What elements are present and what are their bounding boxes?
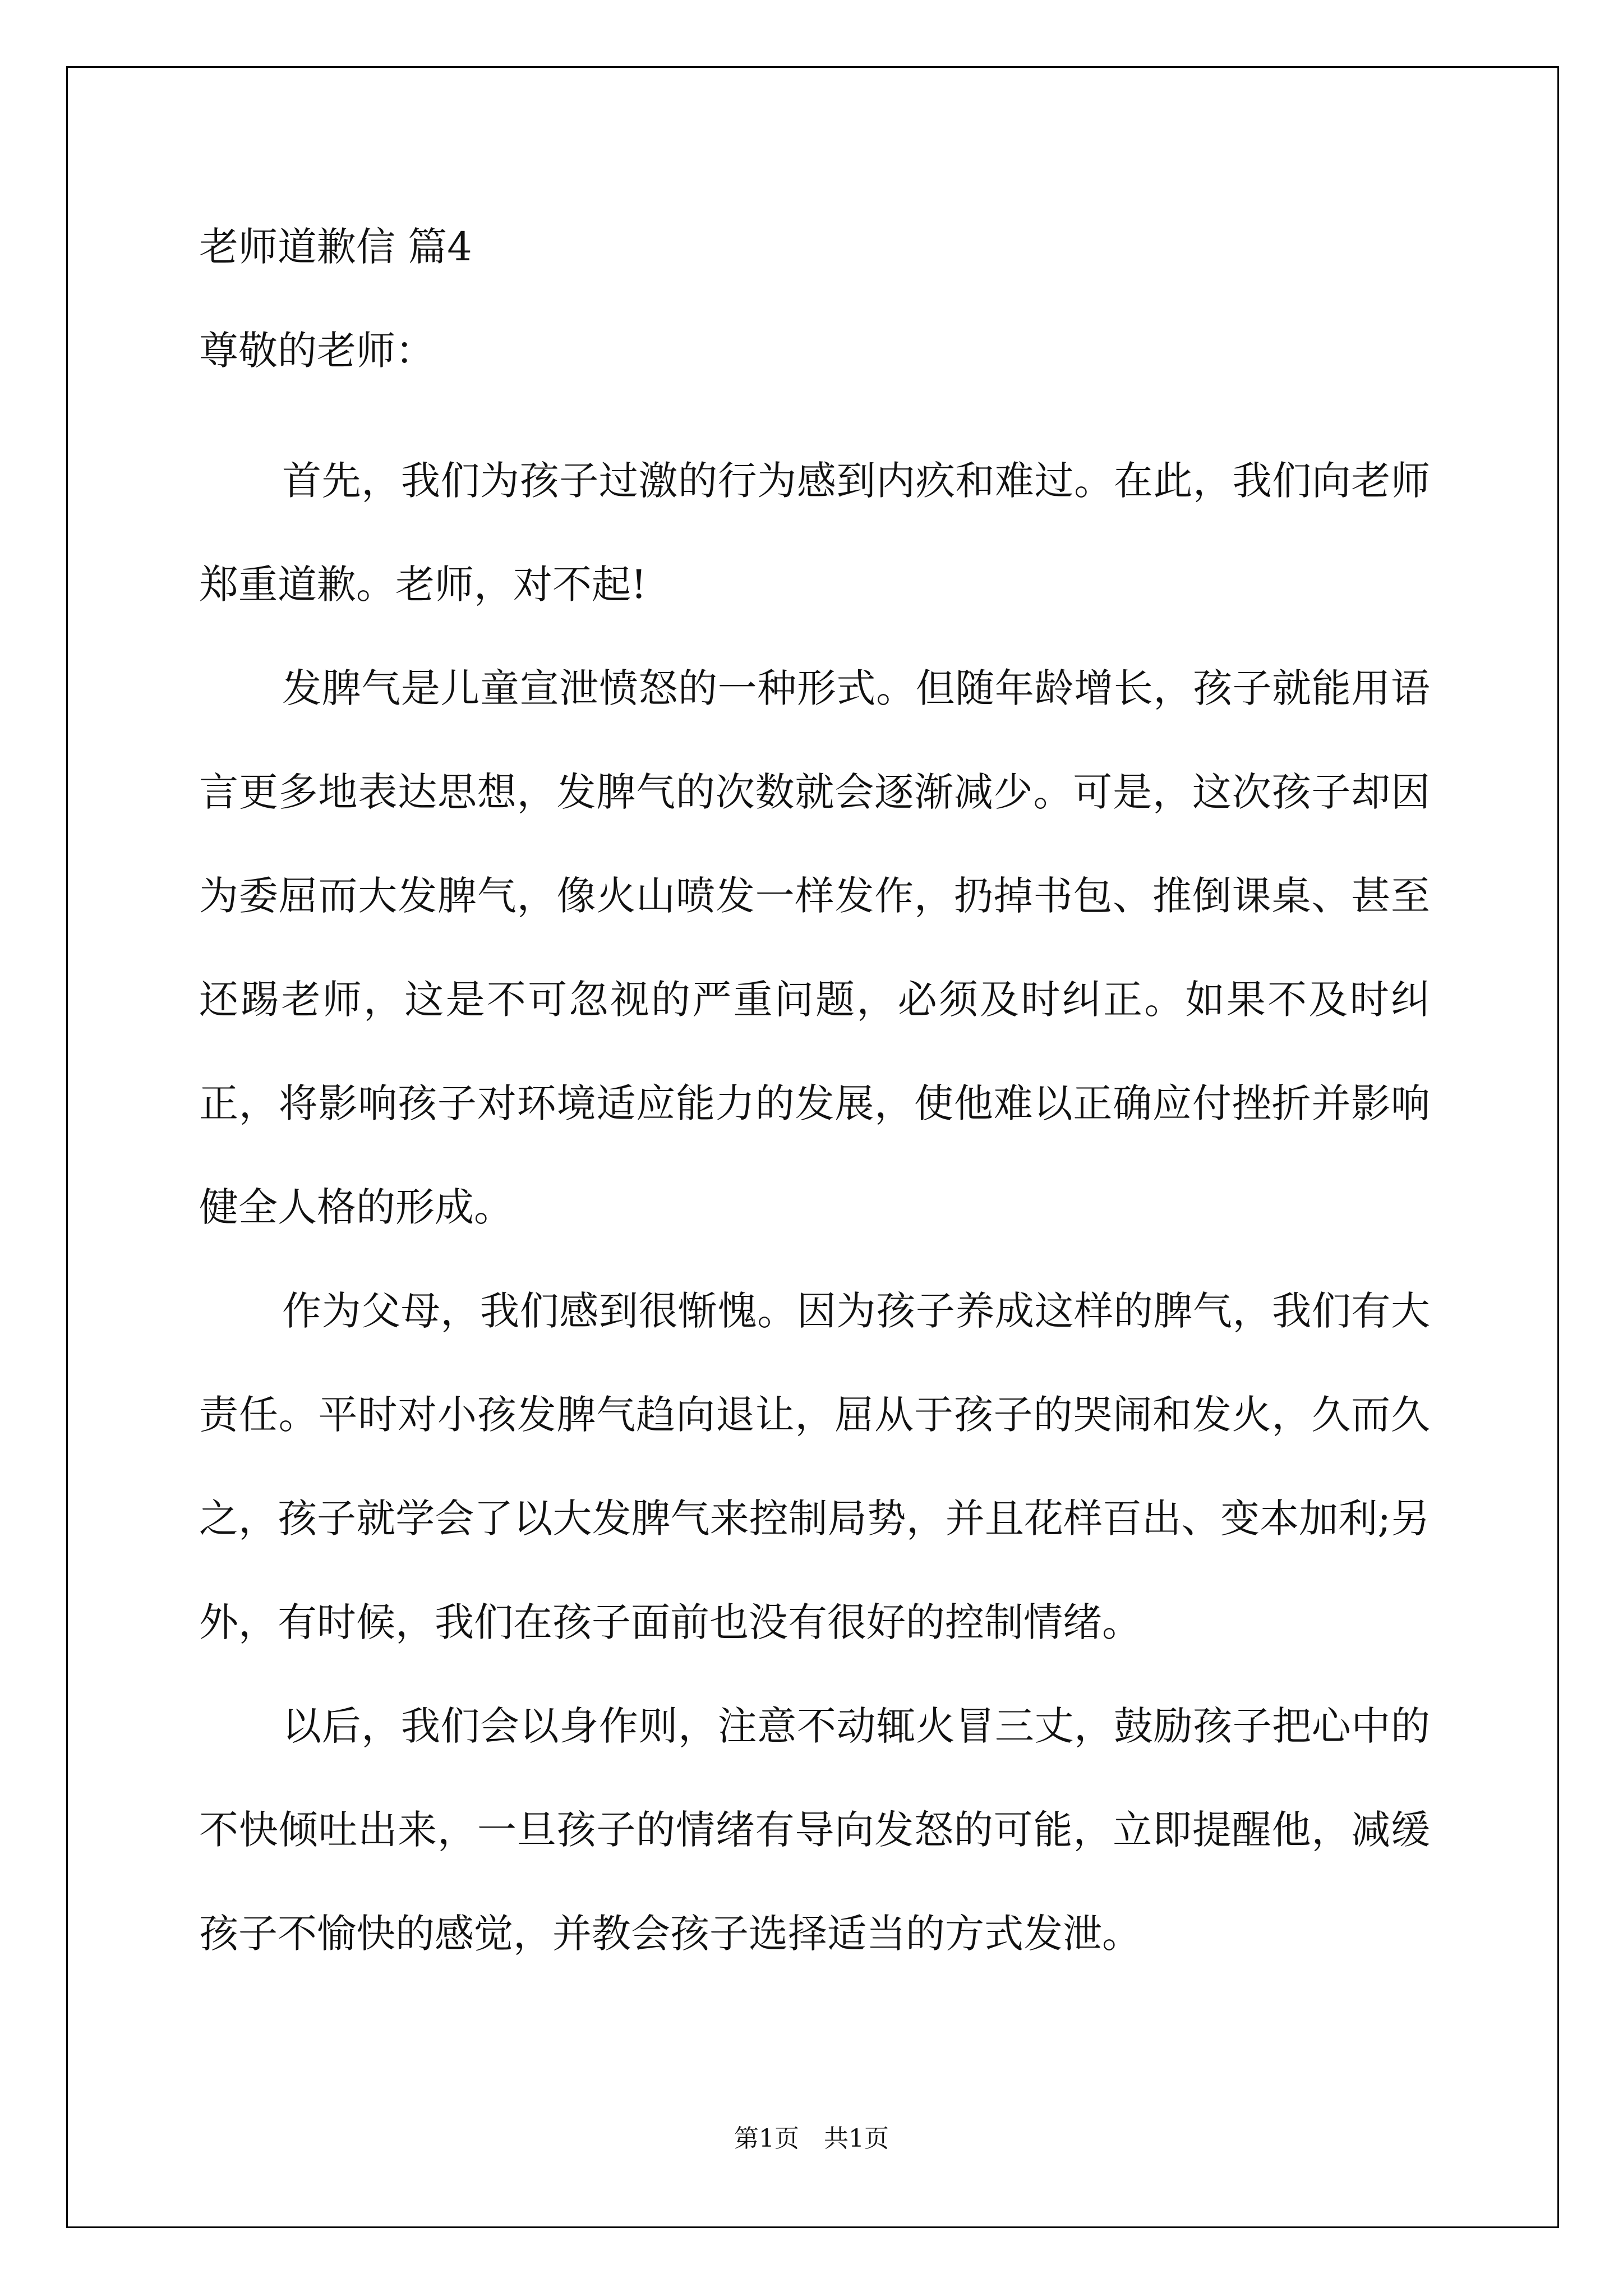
page-footer: 第1页 共1页 [734, 2124, 889, 2153]
document-body [199, 222, 1430, 1986]
paragraph-4: 以后，我们会以身作则，注意不动辄火冒三丈，鼓励孩子把心中的不快倾吐出来，一旦孩子的情绪有导向发怒的可能，立即提醒他，减缓孩子不愉快的感觉，并教会孩子选择适当的方式发泄。 [199, 1703, 1430, 1957]
document-title: 老师道歉信 篇4 [199, 224, 472, 270]
paragraph-2: 发脾气是儿童宣泄愤怒的一种形式。但随年龄增长，孩子就能用语言更多地表达思想，发脾气的次数就会逐渐减少。可是，这次孩子却因为委屈而大发脾气，像火山喷发一样发作，扔掉书包、推倒课桌、甚至还踢老师，这是不可忽视的严重问题，必须及时纠正。如果不及时纠正，将影响孩子对环境适应能力的发展，使他难以正确应付挫折并影响健全人格的形成。 [199, 665, 1430, 1230]
paragraph-3: 作为父母，我们感到很惭愧。因为孩子养成这样的脾气，我们有大责任。平时对小孩发脾气趋向退让，屈从于孩子的哭闹和发火，久而久之，孩子就学会了以大发脾气来控制局势，并且花样百出、变本加利;另外，有时候，我们在孩子面前也没有很好的控制情绪。 [199, 1288, 1430, 1645]
paragraph-1: 首先，我们为孩子过激的行为感到内疚和难过。在此，我们向老师郑重道歉。老师，对不起! [199, 458, 1430, 608]
salutation: 尊敬的老师： [199, 328, 435, 374]
